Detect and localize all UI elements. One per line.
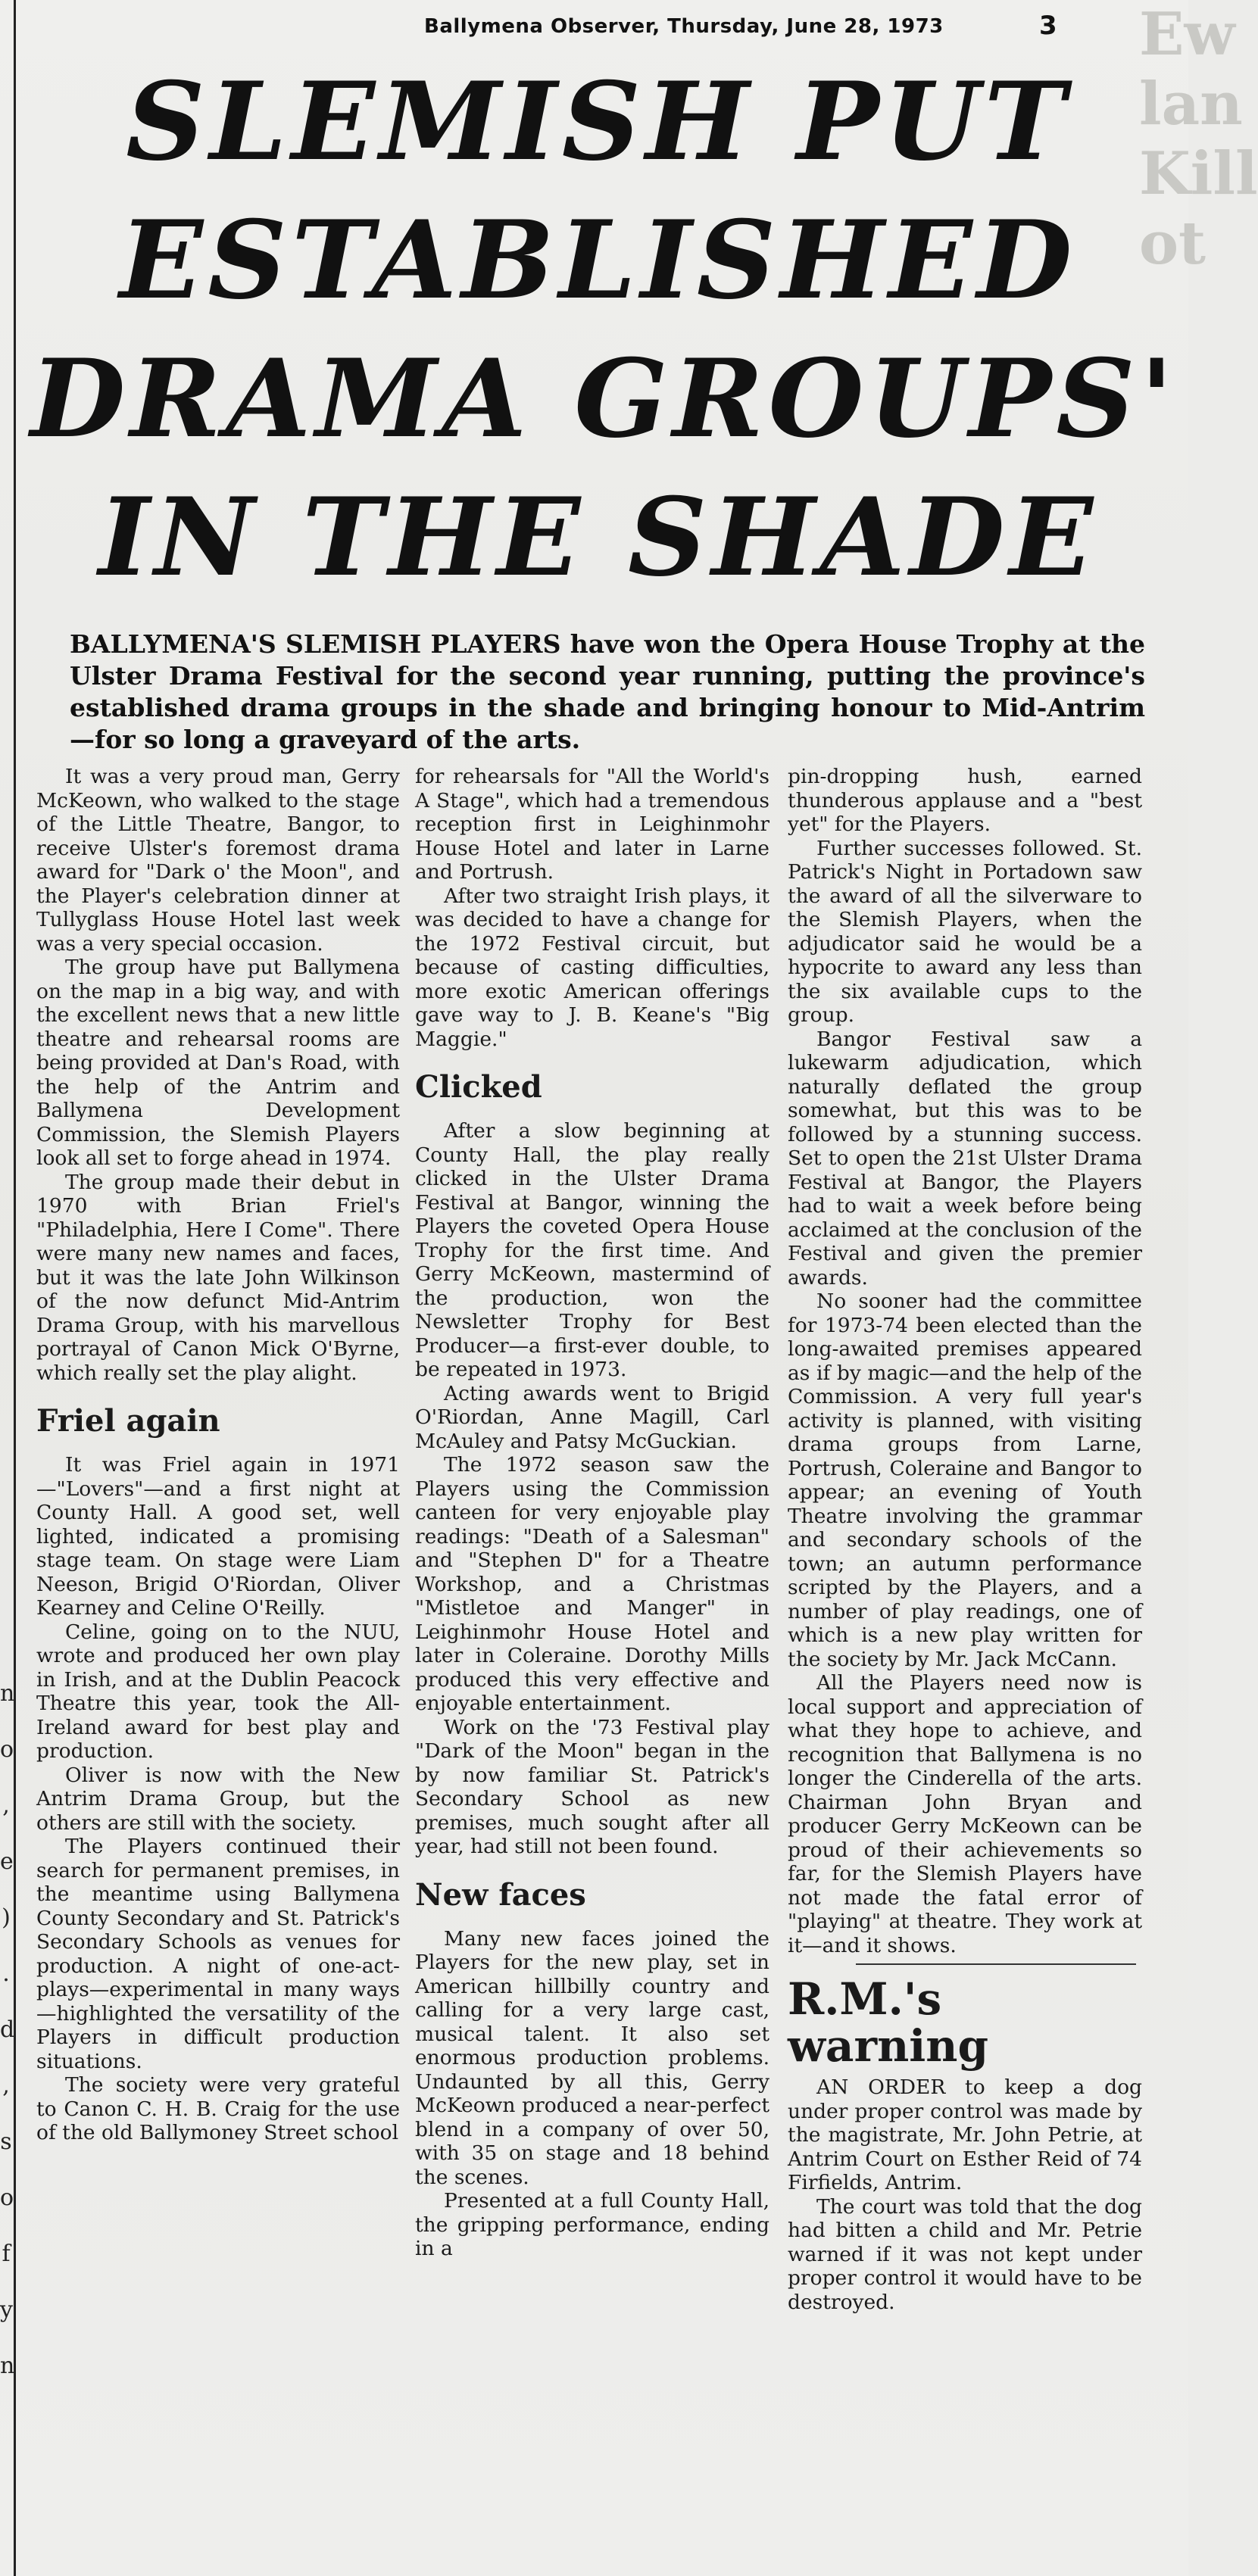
adjacent-page-right-fragment: Ew lan Kill ot xyxy=(1139,0,1258,278)
paragraph: pin-dropping hush, earned thunderous applause and a "best yet" for the Players. xyxy=(788,765,1142,836)
paragraph: Oliver is now with the New Antrim Drama Group, but the others are still with the society. xyxy=(36,1763,400,1835)
paragraph: The society were very grateful to Canon C. H. B. Craig for the use of the old Ballymoney Street school xyxy=(36,2073,400,2144)
headline-line-4: IN THE SHADE xyxy=(98,475,1098,600)
paragraph: The group made their debut in 1970 with Brian Friel's "Philadelphia, Here I Come". There were many new names and faces, but it was the late John Wilkinson of the now defunct Mid-Antrim Drama Group, with his marvellous portrayal of Canon Mick O'Byrne, which really set the play alight. xyxy=(36,1170,400,1385)
paragraph: Work on the '73 Festival play "Dark of the Moon" began in the by now familiar St. Patrick's Secondary School as new premises, much sought after all year, had still not been found. xyxy=(415,1715,769,1858)
subheading-friel-again: Friel again xyxy=(36,1403,220,1439)
paragraph: Bangor Festival saw a lukewarm adjudication, which naturally deflated the group somewhat, but this was to be followed by a stunning success. Set to open the 21st Ulster Drama Festival at Bangor, the Players had to wait a week before being acclaimed at the conclusion of the Festival and given the premier awards. xyxy=(788,1027,1142,1290)
paragraph: Celine, going on to the NUU, wrote and produced her own play in Irish, and at the Dublin Peacock Theatre this year, took the All-Ireland award for best play and production. xyxy=(36,1620,400,1763)
subheading-new-faces: New faces xyxy=(415,1876,586,1913)
adjacent-page-left-fragment: n o , e ) . d , s o f y n xyxy=(0,1680,15,2379)
page-number: 3 xyxy=(1039,11,1057,41)
headline-line-3: DRAMA GROUPS' xyxy=(30,336,1178,462)
standfirst: BALLYMENA'S SLEMISH PLAYERS have won the Opera House Trophy at the Ulster Drama Festival for the second year running, putting the province's established drama groups in the shade and bringing honour to Mid-Antrim—for so long a graveyard of the arts. xyxy=(70,629,1145,754)
paragraph: Many new faces joined the Players for the new play, set in American hillbilly country and calling for a very large cast, musical talent. It also set enormous production problems. Undaunted by all this, Gerry McKeown produced a near-perfect blend in a company of over 50, with 35 on stage and 18 behind the scenes. xyxy=(415,1926,769,2189)
paragraph: The 1972 season saw the Players using the Commission canteen for very enjoyable play readings: "Death of a Salesman" and "Stephen D" for a Theatre Workshop, and a Christmas "Mistletoe and Manger" in Leighinmohr House Hotel and later in Coleraine. Dorothy Mills produced this very effective and enjoyable entertainment. xyxy=(415,1453,769,1715)
subheading-clicked: Clicked xyxy=(415,1069,542,1105)
paragraph: Acting awards went to Brigid O'Riordan, Anne Magill, Carl McAuley and Patsy McGuckian. xyxy=(415,1381,769,1453)
paragraph: The group have put Ballymena on the map in a big way, and with the excellent news that a new little theatre and rehearsal rooms are being provided at Dan's Road, with the help of the Antrim and Ballymena Development Commission, the Slemish Players look all set to forge ahead in 1974. xyxy=(36,956,400,1170)
paragraph: AN ORDER to keep a dog under proper control was made by the magistrate, Mr. John Petrie, at Antrim Court on Esther Reid of 74 Firfields, Antrim. xyxy=(788,2075,1142,2194)
paragraph: Further successes followed. St. Patrick's Night in Portadown saw the award of all the silverware to the Slemish Players, when the adjudicator said he would be a hypocrite to award any less than the six available cups to the group. xyxy=(788,836,1142,1027)
headline-rm-warning: R.M.'s warning xyxy=(788,1973,988,2072)
main-headline xyxy=(30,53,1178,607)
paragraph: After a slow beginning at County Hall, the play really clicked in the Ulster Drama Festival at Bangor, winning the Players the coveted Opera House Trophy for the first time. And Gerry McKeown, mastermind of the production, won the Newsletter Trophy for Best Producer—a first-ever double, to be repeated in 1973. xyxy=(415,1119,769,1381)
paragraph: The Players continued their search for permanent premises, in the meantime using Ballymena County Secondary and St. Patrick's Secondary Schools as venues for production. A night of one-act-plays—experimental in many ways—highlighted the versatility of the Players in difficult production situations. xyxy=(36,1835,400,2073)
masthead-title: Ballymena Observer, Thursday, June 28, 1973 xyxy=(424,15,944,38)
paragraph: It was a very proud man, Gerry McKeown, who walked to the stage of the Little Theatre, Bangor, to receive Ulster's foremost drama award for "Dark o' the Moon", and the Player's celebration dinner at Tullyglass House Hotel last week was a very special occasion. xyxy=(36,765,400,956)
paragraph: All the Players need now is local support and appreciation of what they hope to achieve, and recognition that Ballymena is no longer the Cinderella of the arts. Chairman John Bryan and producer Gerry McKeown can be proud of their achievements so far, for the Slemish Players have not made the fatal error of "playing" at theatre. They work at it—and it shows. xyxy=(788,1671,1142,1957)
paragraph: Presented at a full County Hall, the gripping performance, ending in a xyxy=(415,2189,769,2260)
paragraph: It was Friel again in 1971—"Lovers"—and a first night at County Hall. A good set, well lighted, indicated a promising stage team. On stage were Liam Neeson, Brigid O'Riordan, Oliver Kearney and Celine O'Reilly. xyxy=(36,1453,400,1620)
article-column-2 xyxy=(415,765,769,2261)
paragraph: After two straight Irish plays, it was decided to have a change for the 1972 Festival circuit, but because of casting difficulties, more exotic American offerings gave way to J. B. Keane's "Big Maggie." xyxy=(415,884,769,1051)
article-column-1 xyxy=(36,765,400,2145)
article-column-3 xyxy=(788,765,1142,2314)
masthead xyxy=(0,11,1188,41)
article-divider xyxy=(856,1963,1136,1965)
paragraph: The court was told that the dog had bitten a child and Mr. Petrie warned if it was not kept under proper control it would have to be destroyed. xyxy=(788,2194,1142,2314)
paragraph: No sooner had the committee for 1973-74 been elected than the long-awaited premises appeared as if by magic—and the help of the Commission. A very full year's activity is planned, with visiting drama groups from Larne, Portrush, Coleraine and Bangor to appear; an evening of Youth Theatre involving the grammar and secondary schools of the town; an autumn performance scripted by the Players, and a number of play readings, one of which is a new play written for the society by Mr. Jack McCann. xyxy=(788,1290,1142,1671)
paragraph: for rehearsals for "All the World's A Stage", which had a tremendous reception first in Leighinmohr House Hotel and later in Larne and Portrush. xyxy=(415,765,769,884)
headline-line-1: SLEMISH PUT xyxy=(126,59,1071,185)
headline-line-2: ESTABLISHED xyxy=(119,198,1077,323)
